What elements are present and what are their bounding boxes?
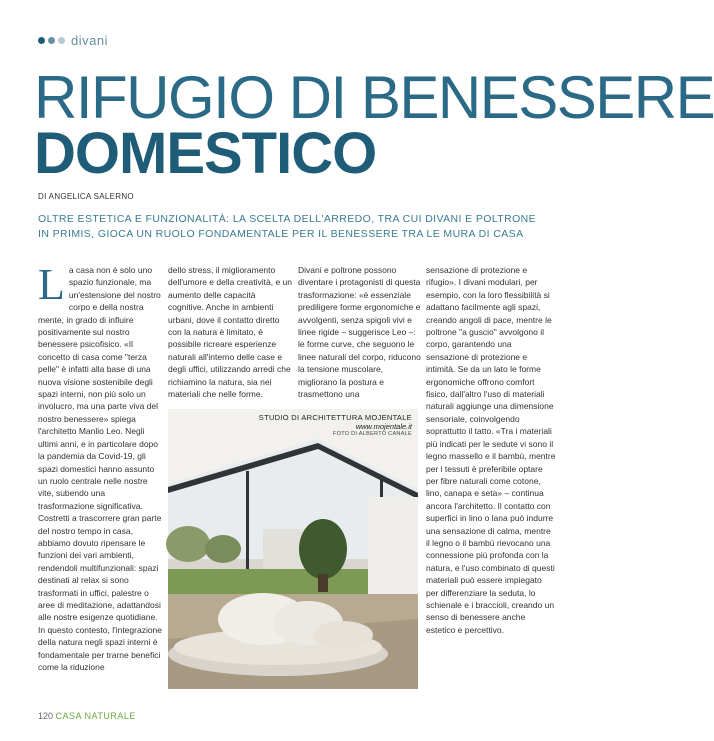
body-text-2: dello stress, il miglioramento dell'umore e della creatività, e un aumento delle capacità cognitive. Anche in ambienti urbani, dove il contatto diretto con la natura è limitato, è possibile ricreare esperienze naturali all'interno delle case e degli uffici, utilizzando arredi che richiamino la natura, sia nei materiali che nelle forme.	[168, 265, 292, 400]
dropcap: L	[38, 260, 65, 309]
interior-photo-illustration	[168, 409, 418, 689]
interior-photo	[168, 409, 418, 689]
section-dot-2	[48, 37, 55, 44]
credit-photographer: FOTO DI ALBERTO CANALE	[332, 431, 412, 437]
body-column-2	[168, 264, 292, 400]
body-column-3	[298, 264, 422, 400]
body-text-3: Divani e poltrone possono diventare i protagonisti di questa trasformazione: «è essenziale prediligere forme ergonomiche e avvolgenti, senza spigoli vivi e linee rigide – suggerisce Leo –: le forme curve, che seguono le linee naturali del corpo, riducono la tensione muscolare, migliorano la postura e trasmettono una	[298, 265, 421, 400]
section-header	[38, 33, 108, 48]
credit-studio: STUDIO DI ARCHITETTURA MOJENTALE	[258, 413, 412, 422]
section-dots	[38, 37, 65, 44]
credit-website: www.mojentale.it	[355, 422, 412, 431]
section-dot-3	[58, 37, 65, 44]
body-column-1	[38, 260, 163, 696]
magazine-name: CASA NATURALE	[55, 711, 136, 721]
photo-credit	[259, 413, 412, 437]
body-column-4	[426, 264, 556, 636]
page-number: 120	[38, 711, 54, 721]
article-title-line1: RIFUGIO DI BENESSERE	[34, 64, 714, 131]
article-title-line2: DOMESTICO	[34, 121, 377, 186]
article-subtitle: OLTRE ESTETICA E FUNZIONALITÀ: LA SCELTA DELL'ARREDO, TRA CUI DIVANI E POLTRONE IN PRIMIS, GIOCA UN RUOLO FONDAMENTALE PER IL BENESSERE TRA LE MURA DI CASA	[38, 213, 537, 240]
body-text-4: sensazione di protezione e rifugio». I divani modulari, per esempio, con la loro flessibilità si adattano facilmente agli spazi, creando angoli di pace, mentre le poltrone "a guscio" avvolgono il corpo, garantendo una sensazione di protezione e intimità. Se da un lato le forme ergonomiche offrono comfort fisico, dall'altro l'uso di materiali naturali aggiunge una dimensione sensoriale, coinvolgendo soprattutto il tatto. «Tra i materiali più indicati per le sedute vi sono il legno massello e il bambù, mentre per i tessuti è preferibile optare per fibre naturali come cotone, lino, canapa e seta» – continua ancora l'architetto. Il contatto con superfici in lino o lana può indurre una sensazione di calma, mentre il legno o il bambù rievocano una connessione più profonda con la natura, e l'uso combinato di questi materiali può essere impiegato per differenziare la seduta, lo schienale e i braccioli, creando un senso di benessere anche estetico e percettivo.	[426, 265, 556, 635]
section-dot-1	[38, 37, 45, 44]
page-footer	[38, 711, 136, 721]
section-label: divani	[71, 33, 108, 48]
body-text-1: a casa non è solo uno spazio funzionale, ma un'estensione del nostro corpo e della nostra mente, in grado di influire positivamente sul nostro benessere psicofisico. «Il concetto di casa come "terza pelle" è infatti alla base di una nuova visione sostenibile degli spazi interni, non più solo un involucro, ma una parte viva del nostro benessere» spiega l'architetto Manlio Leo. Negli ultimi anni, e in particolare dopo la pandemia da Covid-19, gli spazi domestici hanno assunto un ruolo centrale nelle nostre vite, subendo una trasformazione significativa. Costretti a trascorrere gran parte del nostro tempo in casa, abbiamo dovuto ripensare le funzioni dei vari ambienti, rendendoli multifunzionali: spazi destinati al relax si sono trasformati in uffici, palestre o aree di meditazione, adattandosi alle nostre esigenze quotidiane. In questo contesto, l'integrazione della natura negli spazi interni è fondamentale per trarne benefici come la riduzione	[38, 265, 163, 672]
byline: DI ANGELICA SALERNO	[38, 192, 134, 201]
